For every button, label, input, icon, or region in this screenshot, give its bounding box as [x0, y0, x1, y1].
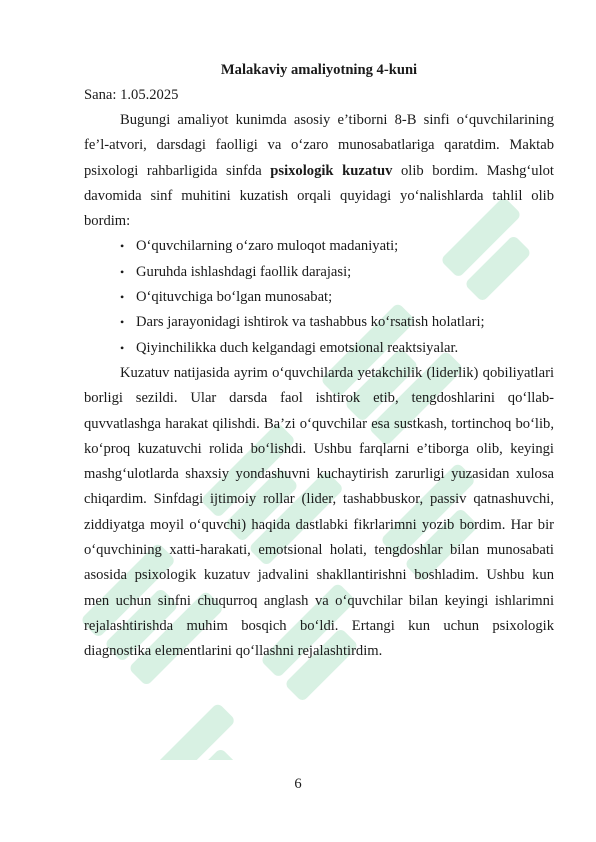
intro-paragraph: [84, 108, 554, 234]
list-item: • O‘qituvchiga bo‘lgan munosabat;: [120, 285, 554, 310]
list-item: • O‘quvchilarning o‘zaro muloqot madaniyati;: [120, 234, 554, 259]
page-number: 6: [294, 776, 302, 792]
page-title: Malakaviy amaliyotning 4-kuni: [220, 62, 418, 78]
list-item: • Guruhda ishlashdagi faollik darajasi;: [120, 260, 554, 285]
observation-list: [84, 234, 554, 360]
intro-text-start: Bugungi amaliyot kunimda asosiy e’tiborni 8-B sinfi o‘quvchilarining fe’l-atvori, darsdagi faolligi va o‘zaro munosabatlariga qaratdim. Maktab psixologi rahbarligida sinfda: [84, 112, 554, 179]
date-line: Sana: 1.05.2025: [84, 87, 179, 103]
list-item: • Qiyinchilikka duch kelgandagi emotsional reaktsiyalar.: [120, 336, 554, 361]
conclusion-paragraph: Kuzatuv natijasida ayrim o‘quvchilarda yetakchilik (liderlik) qobiliyatlari borligi sezildi. Ular darsda faol ishtirok etib, tengdoshlarini qo‘llab-quvvatlashga harakat qilishdi. Ba’zi o‘quvchilar esa sustkash, tortinchoq bo‘lib, ko‘proq kuzatuvchi rolida bo‘lishdi. Ushbu farqlarni e’tiborga olib, keyingi mashg‘ulotlarda shaxsiy yondashuvni kuchaytirish zarurligi yuzasidan xulosa chiqardim. Sinfdagi ijtimoiy rollar (lider, tashabbuskor, passiv qatnashuvchi, ziddiyatga moyil o‘quvchi) haqida dastlabki fikrlarimni yozib bordim. Har bir o‘quvchining xatti-harakati, emotsional holati, tengdoshlar bilan munosabati asosida psixologik kuzatuv jadvalini shakllantirishni boshladim. Ushbu kun men uchun sinfni chuqurroq anglash va o‘quvchilar bilan keyingi ishlarimni rejalashtirishda muhim bosqich bo‘ldi. Ertangi kun uchun psixologik diagnostika elementlarini qo‘llashni rejalashtirdim.: [84, 364, 554, 660]
intro-bold-term: psixologik kuzatuv: [270, 162, 393, 179]
intro-text-end: olib bordim. Mashg‘ulot davomida sinf muhitini kuzatish orqali quyidagi yo‘nalishlarda tahlil olib bordim:: [84, 162, 554, 230]
document-body: [84, 58, 554, 665]
list-item: • Dars jarayonidagi ishtirok va tashabbus ko‘rsatish holatlari;: [120, 310, 554, 335]
